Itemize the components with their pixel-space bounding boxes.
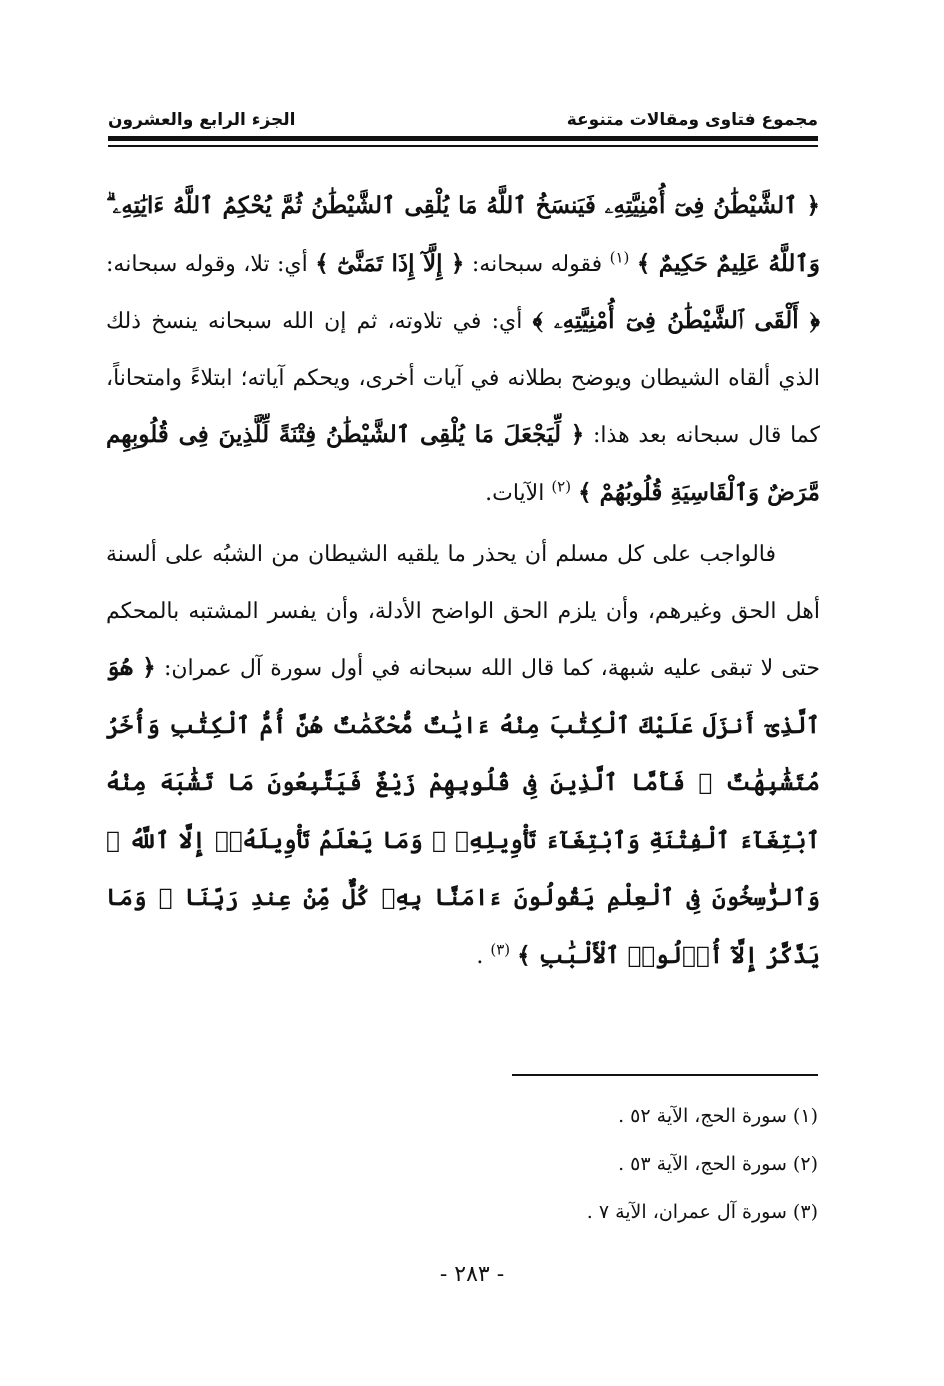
text-span: أي: تلا، وقوله سبحانه: — [106, 251, 316, 277]
footnote-2: (٢) سورة الحج، الآية ٥٣ . — [618, 1153, 818, 1175]
quran-verse: ﴿ أَلْقَى ٱلشَّيْطَٰنُ فِىٓ أُمْنِيَّتِهِۦ ﴾ — [532, 307, 820, 334]
footnote-separator — [512, 1074, 818, 1076]
quran-verse: ﴿ لِّيَجْعَلَ مَا يُلْقِى ٱلشَّيْطَٰنُ فِتْنَةً لِّلَّذِينَ فِى قُلُوبِهِم مَّرَضٌ وَٱلْقَاسِيَةِ قُلُوبُهُمْ ﴾ — [106, 421, 820, 506]
quran-verse: ﴿ ٱلشَّيْطَٰنُ فِىٓ أُمْنِيَّتِهِۦ فَيَنسَخُ ٱللَّهُ مَا يُلْقِى ٱلشَّيْطَٰنُ ثُمَّ يُحْكِمُ ٱللَّهُ ءَايَٰتِهِۦ ۗ وَٱللَّهُ عَلِيمٌ حَكِيمٌ ﴾ — [106, 192, 821, 277]
footnote-3: (٣) سورة آل عمران، الآية ٧ . — [586, 1201, 818, 1223]
header-rule-thin — [108, 145, 818, 147]
book-title: مجموع فتاوى ومقالات متنوعة — [566, 110, 818, 130]
header-rule-thick — [108, 136, 818, 141]
paragraph-1 — [106, 178, 820, 522]
text-span: الآيات. — [485, 480, 552, 506]
paragraph-2 — [106, 527, 820, 985]
text-span: فالواجب على كل مسلم أن يحذر ما يلقيه الشيطان من الشبُه على ألسنة أهل الحق وغيرهم، وأن يلزم الحق الواضح الأدلة، وأن يفسر المشتبه بالمحكم حتى لا تبقى عليه شبهة، كما قال الله سبحانه في أول سورة آل عمران: — [106, 542, 820, 681]
footnote-ref: (٣) — [490, 940, 511, 959]
footnote-ref: (١) — [609, 248, 630, 267]
quran-verse: ﴿ إِلَّآ إِذَا تَمَنَّىٰٓ ﴾ — [315, 249, 465, 277]
main-text — [106, 178, 820, 985]
footnotes — [300, 1098, 818, 1242]
footnote-ref: (٢) — [551, 477, 572, 496]
quran-verse: ﴿ هُوَ ٱلَّذِىٓ أَنزَلَ عَلَيْكَ ٱلْكِتَٰبَ مِنْهُ ءَايَٰتٌ مُّحْكَمَٰتٌ هُنَّ أُمُّ ٱلْكِتَٰبِ وَأُخَرُ مُتَشَٰبِهَٰتٌ ۖ فَأَمَّا ٱلَّذِينَ فِى قُلُوبِهِمْ زَيْغٌ فَيَتَّبِعُونَ مَا تَشَٰبَهَ مِنْهُ ٱبْتِغَآءَ ٱلْفِتْنَةِ وَٱبْتِغَآءَ تَأْوِيلِهِۦ ۗ وَمَا يَعْلَمُ تَأْوِيلَهُۥٓ إِلَّا ٱللَّهُ ۗ وَٱلرَّٰسِخُونَ فِى ٱلْعِلْمِ يَقُولُونَ ءَامَنَّا بِهِۦ كُلٌّ مِّنْ عِندِ رَبِّنَا ۗ وَمَا يَذَّكَّرُ إِلَّآ أُو۟لُوا۟ ٱلْأَلْبَٰبِ ﴾ — [106, 654, 820, 969]
footnote-1: (١) سورة الحج، الآية ٥٢ . — [618, 1105, 818, 1127]
text-span: أي: في تلاوته، ثم إن الله سبحانه ينسخ ذلك الذي ألقاه الشيطان ويوضح بطلانه في آيات أخرى، ويحكم آياته؛ ابتلاءً وامتحاناً، كما قال سبحانه بعد هذا: — [106, 309, 820, 448]
volume-label: الجزء الرابع والعشرون — [108, 110, 296, 130]
running-header — [108, 100, 818, 130]
page-number: - ٢٨٣ - — [439, 1262, 505, 1287]
text-span: فقوله سبحانه: — [464, 251, 610, 277]
text-span: . — [476, 943, 491, 969]
